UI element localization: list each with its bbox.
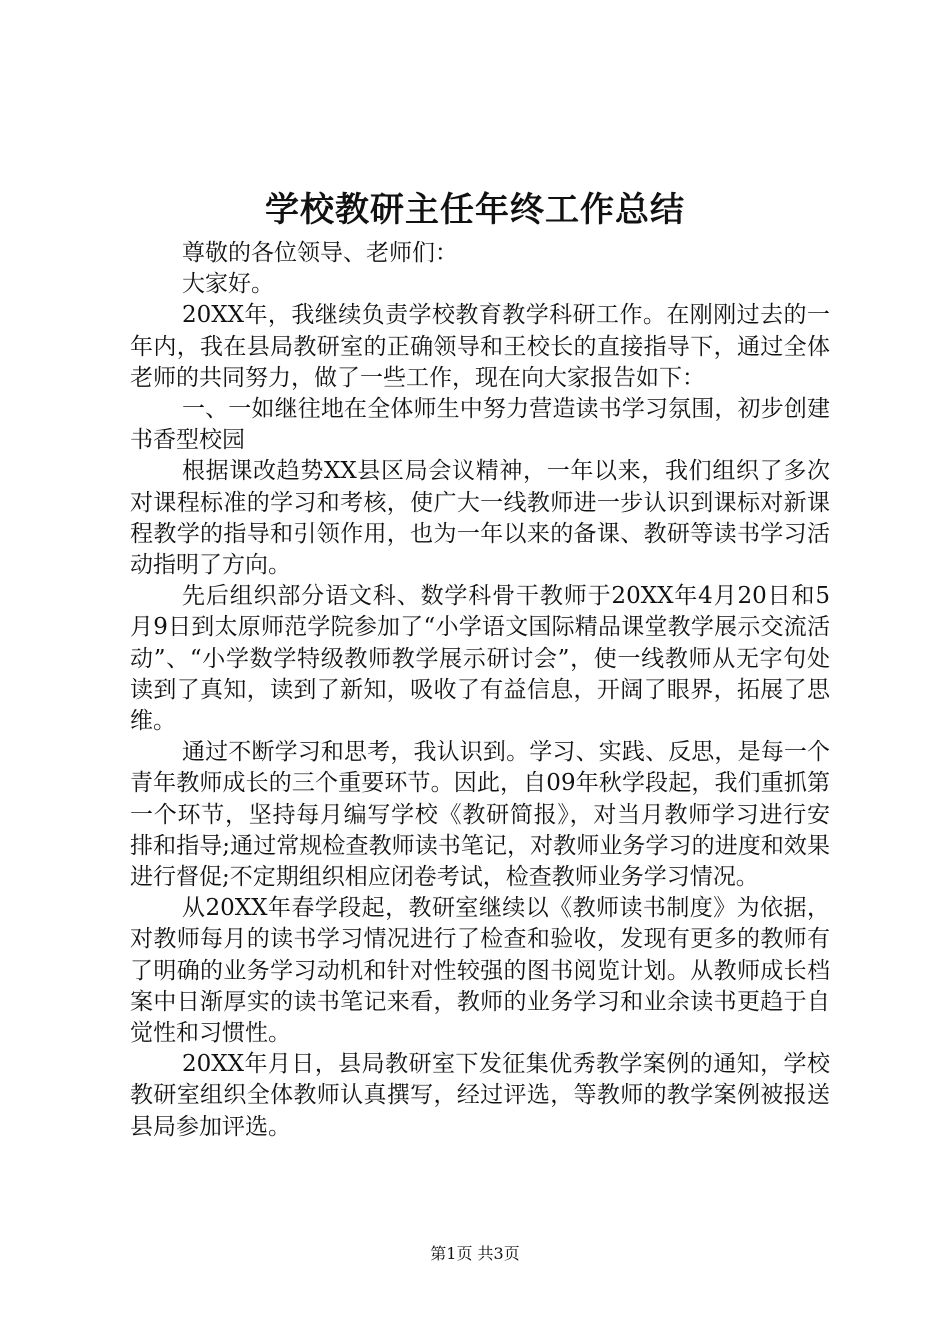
section-heading-1: 一、一如继往地在全体师生中努力营造读书学习氛围，初步创建书香型校园 <box>130 396 830 454</box>
paragraph-training: 先后组织部分语文科、数学科骨干教师于20XX年4月20日和5月9日到太原师范学院参加了“小学语文国际精品课堂教学展示交流活动”、“小学数学特级教师教学展示研讨会”，使一线教师从无字句处读到了真知，读到了新知，吸收了有益信息，开阔了眼界，拓展了思维。 <box>130 583 830 735</box>
document-title: 学校教研主任年终工作总结 <box>265 190 685 230</box>
paragraph-case-collection: 20XX年月日，县局教研室下发征集优秀教学案例的通知，学校教研室组织全体教师认真撰写，经过评选，等教师的教学案例被报送县局参加评选。 <box>130 1051 830 1140</box>
paragraph-curriculum: 根据课改趋势XX县区局会议精神，一年以来，我们组织了多次对课程标准的学习和考核，使广大一线教师进一步认识到课标对新课程教学的指导和引领作用，也为一年以来的备课、教研等读书学习活动指明了方向。 <box>130 458 830 579</box>
paragraph-intro: 20XX年，我继续负责学校教育教学科研工作。在刚刚过去的一年内，我在县局教研室的正确领导和王校长的直接指导下，通过全体老师的共同努力，做了一些工作，现在向大家报告如下： <box>130 302 830 391</box>
paragraph-reading-system: 从20XX年春学段起，教研室继续以《教师读书制度》为依据，对教师每月的读书学习情况进行了检查和验收，发现有更多的教师有了明确的业务学习动机和针对性较强的图书阅览计划。从教师成长档案中日渐厚实的读书笔记来看，教师的业务学习和业余读书更趋于自觉性和习惯性。 <box>130 895 830 1047</box>
paragraph-salutation: 尊敬的各位领导、老师们： <box>182 240 458 266</box>
paragraph-reflection: 通过不断学习和思考，我认识到。学习、实践、反思，是每一个青年教师成长的三个重要环节。因此，自09年秋学段起，我们重抓第一个环节，坚持每月编写学校《教研简报》，对当月教师学习进行安排和指导;通过常规检查教师读书笔记，对教师业务学习的进度和效果进行督促;不定期组织相应闭卷考试，检查教师业务学习情况。 <box>130 739 830 891</box>
paragraph-greeting: 大家好。 <box>182 271 274 298</box>
document-body <box>130 238 830 1143</box>
page-number: 第1页 共3页 <box>430 1244 520 1263</box>
